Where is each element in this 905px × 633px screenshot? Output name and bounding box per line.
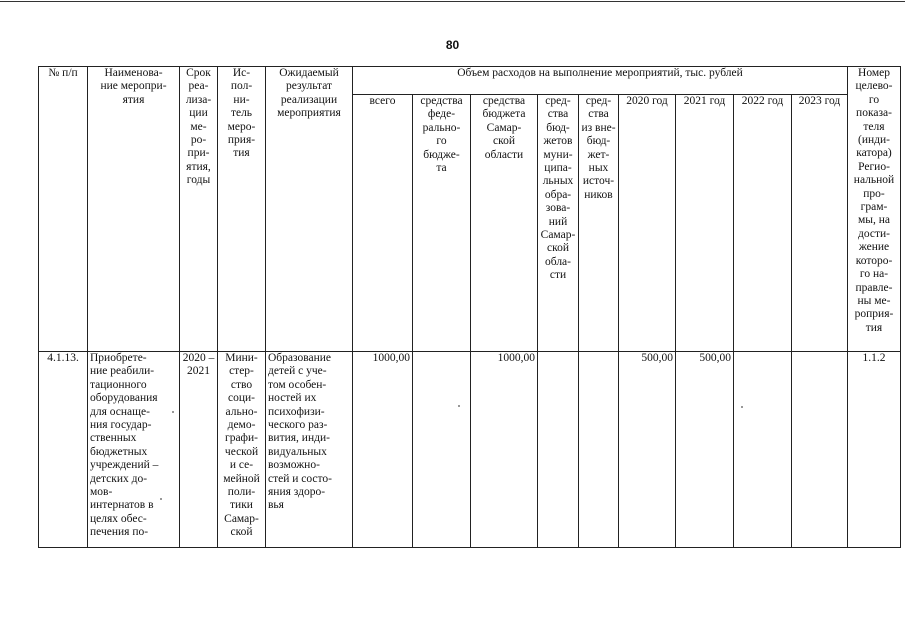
row-federal	[413, 352, 471, 548]
row-num: 4.1.13.	[39, 352, 88, 548]
page-number: 80	[445, 38, 460, 52]
header-2020: 2020 год	[619, 95, 676, 352]
row-2022	[734, 352, 792, 548]
row-2021: 500,00	[676, 352, 734, 548]
row-result: Образование детей с уче- том особен- ностей их психофизи- ческого раз- вития, инди- видуальных возможно- стей и состо- яния здоро- вья	[266, 352, 353, 548]
row-executor: Мини- стер- ство соци- ально- демо- графи- ческой и се- мейной поли- тики Самар- ской	[218, 352, 266, 548]
top-page-rule	[0, 1, 905, 2]
header-2021: 2021 год	[676, 95, 734, 352]
header-name: Наименова- ние меропри- ятия	[88, 67, 180, 352]
header-result: Ожидаемый результат реализации мероприятия	[266, 67, 353, 352]
row-extrabudget	[579, 352, 619, 548]
header-term: Срок реа- лиза- ции ме- ро- при- ятия, годы	[180, 67, 218, 352]
scan-speck	[172, 411, 174, 413]
header-executor: Ис- пол- ни- тель меро- прия- тия	[218, 67, 266, 352]
header-extrabudget: сред- ства из вне- бюд- жет- ных источ- ников	[579, 95, 619, 352]
header-indicator: Номер целево- го показа- теля (инди- катора) Регио- нальной про- грам- мы, на дости- жение которо- го на- правле- ны ме- роприя- тия	[848, 67, 901, 352]
header-expenses-group: Объем расходов на выполнение мероприятий, тыс. рублей	[353, 67, 848, 95]
scan-speck	[741, 406, 743, 408]
row-name: Приобрете- ние реабили- тационного оборудования для оснаще- ния государ- ственных бюджетных учреждений – детских до- мов- интернатов в целях обес- печения по-	[88, 352, 180, 548]
header-regional: средства бюджета Самар- ской области	[471, 95, 538, 352]
row-regional: 1000,00	[471, 352, 538, 548]
row-indicator: 1.1.2	[848, 352, 901, 548]
header-num: № п/п	[39, 67, 88, 352]
table-row	[39, 352, 901, 548]
scan-speck	[160, 498, 162, 500]
row-term: 2020 – 2021	[180, 352, 218, 548]
header-total: всего	[353, 95, 413, 352]
scan-speck	[458, 405, 460, 407]
row-2020: 500,00	[619, 352, 676, 548]
row-2023	[792, 352, 848, 548]
header-federal: средства феде- рально- го бюдже- та	[413, 95, 471, 352]
row-municipal	[538, 352, 579, 548]
header-municipal: сред- ства бюд- жетов муни- ципа- льных обра- зова- ний Самар- ской обла- сти	[538, 95, 579, 352]
header-2022: 2022 год	[734, 95, 792, 352]
header-2023: 2023 год	[792, 95, 848, 352]
row-total: 1000,00	[353, 352, 413, 548]
measures-table	[38, 66, 901, 548]
